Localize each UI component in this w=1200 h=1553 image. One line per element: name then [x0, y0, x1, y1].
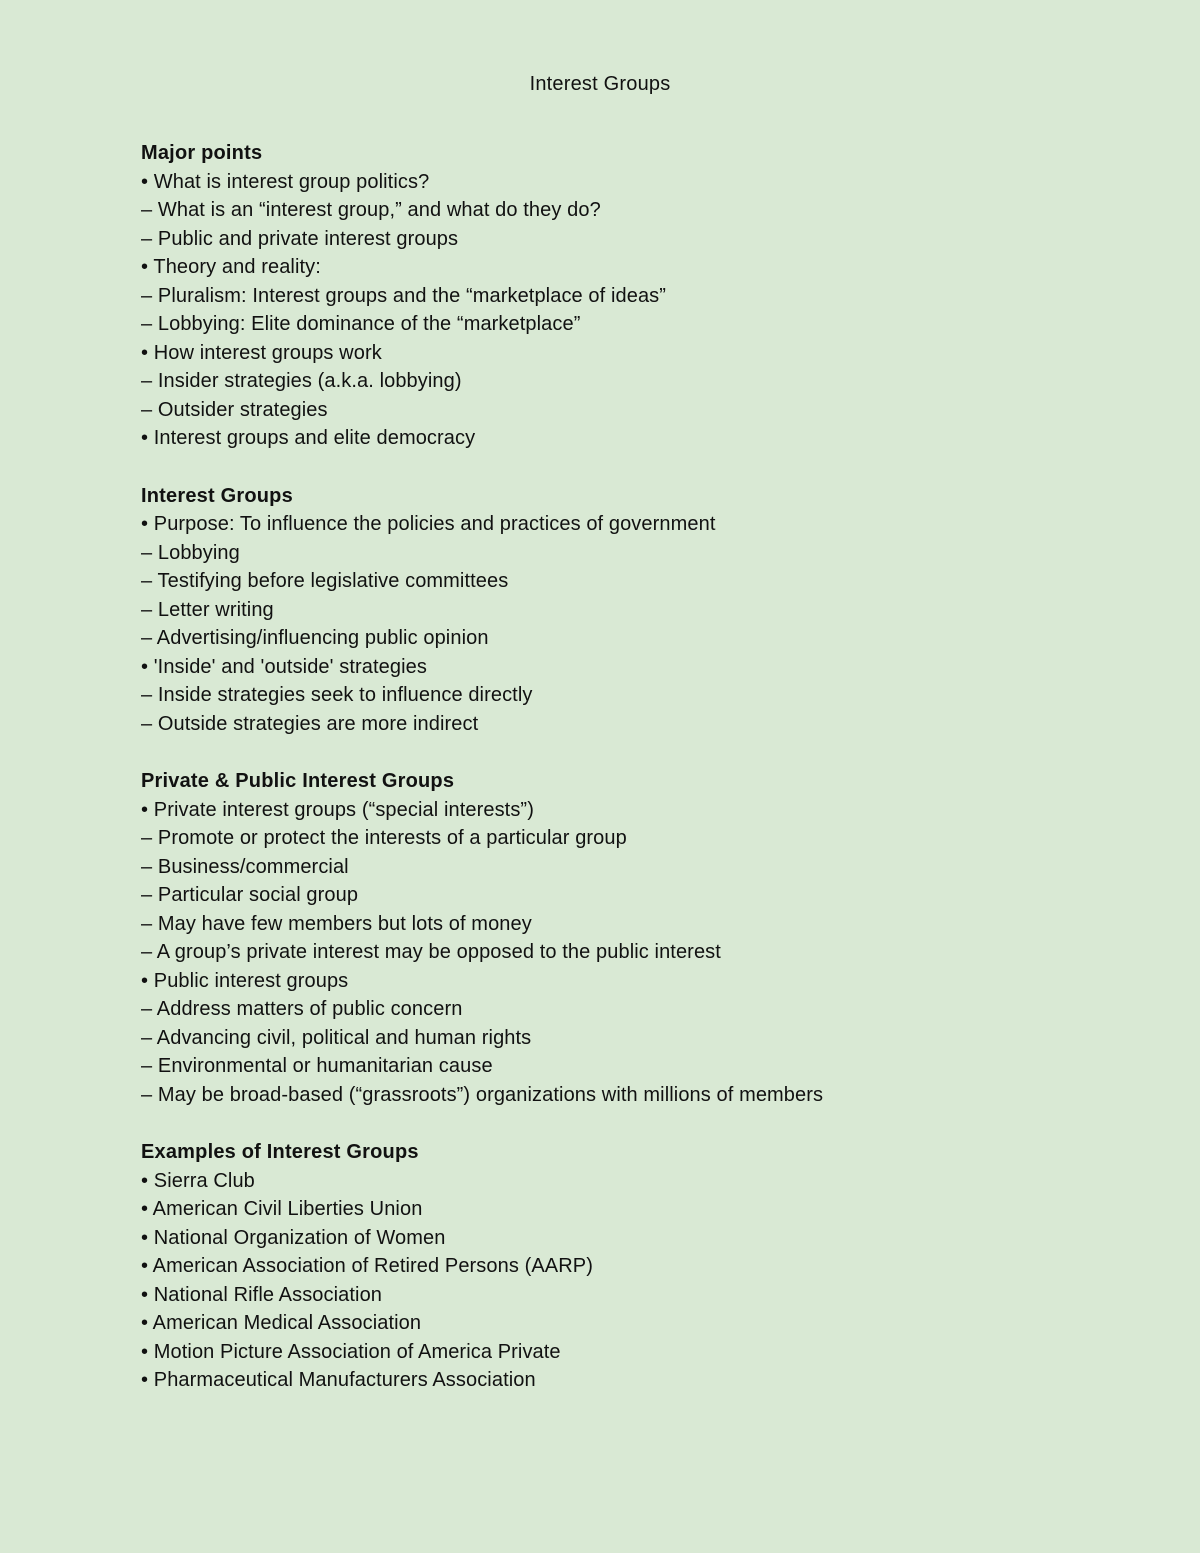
list-item: • How interest groups work [141, 341, 382, 364]
document-body [141, 139, 1141, 1395]
list-item: • Theory and reality: [141, 256, 321, 279]
list-item: • 'Inside' and 'outside' strategies [141, 655, 427, 678]
section-heading: Examples of Interest Groups [141, 1141, 419, 1164]
list-item: • American Medical Association [141, 1312, 422, 1335]
list-item: – What is an “interest group,” and what do they do? [141, 199, 601, 222]
list-item: • National Rifle Association [141, 1283, 383, 1306]
section-interest-groups [141, 482, 1141, 739]
list-item: – Letter writing [141, 598, 274, 621]
list-item: – Business/commercial [141, 855, 349, 878]
list-item: • Purpose: To influence the policies and practices of government [141, 513, 716, 536]
list-item: – Advancing civil, political and human rights [141, 1026, 532, 1049]
section-private-public [141, 767, 1141, 1109]
list-item: – Environmental or humanitarian cause [141, 1055, 493, 1078]
list-item: • Sierra Club [141, 1169, 255, 1192]
list-item: – Testifying before legislative committees [141, 570, 509, 593]
list-item: – Advertising/influencing public opinion [141, 627, 489, 650]
list-item: • American Association of Retired Persons (AARP) [141, 1255, 593, 1278]
list-item: – Outside strategies are more indirect [141, 712, 479, 735]
list-item: – Lobbying [141, 541, 240, 564]
section-heading: Interest Groups [141, 484, 293, 507]
document-title: Interest Groups [529, 73, 671, 95]
list-item: – Public and private interest groups [141, 227, 459, 250]
list-item: – Pluralism: Interest groups and the “marketplace of ideas” [141, 284, 667, 307]
list-item: – Insider strategies (a.k.a. lobbying) [141, 370, 462, 393]
section-examples [141, 1138, 1141, 1395]
section-heading: Private & Public Interest Groups [141, 770, 455, 793]
list-item: – Outsider strategies [141, 398, 328, 421]
list-item: • Motion Picture Association of America Private [141, 1340, 561, 1363]
section-major-points [141, 139, 1141, 453]
list-item: – A group’s private interest may be opposed to the public interest [141, 941, 721, 964]
list-item: • Public interest groups [141, 969, 349, 992]
section-heading: Major points [141, 142, 263, 164]
list-item: • Interest groups and elite democracy [141, 427, 476, 450]
list-item: – Promote or protect the interests of a particular group [141, 827, 627, 850]
list-item: • What is interest group politics? [141, 170, 430, 193]
list-item: • American Civil Liberties Union [141, 1198, 423, 1221]
list-item: – Particular social group [141, 884, 359, 907]
list-item: • Private interest groups (“special interests”) [141, 798, 534, 821]
list-item: – Address matters of public concern [141, 998, 463, 1021]
list-item: • Pharmaceutical Manufacturers Association [141, 1369, 536, 1392]
list-item: • National Organization of Women [141, 1226, 446, 1249]
list-item: – May have few members but lots of money [141, 912, 532, 935]
list-item: – May be broad-based (“grassroots”) organizations with millions of members [141, 1083, 824, 1106]
list-item: – Lobbying: Elite dominance of the “marketplace” [141, 313, 581, 336]
list-item: – Inside strategies seek to influence directly [141, 684, 533, 707]
